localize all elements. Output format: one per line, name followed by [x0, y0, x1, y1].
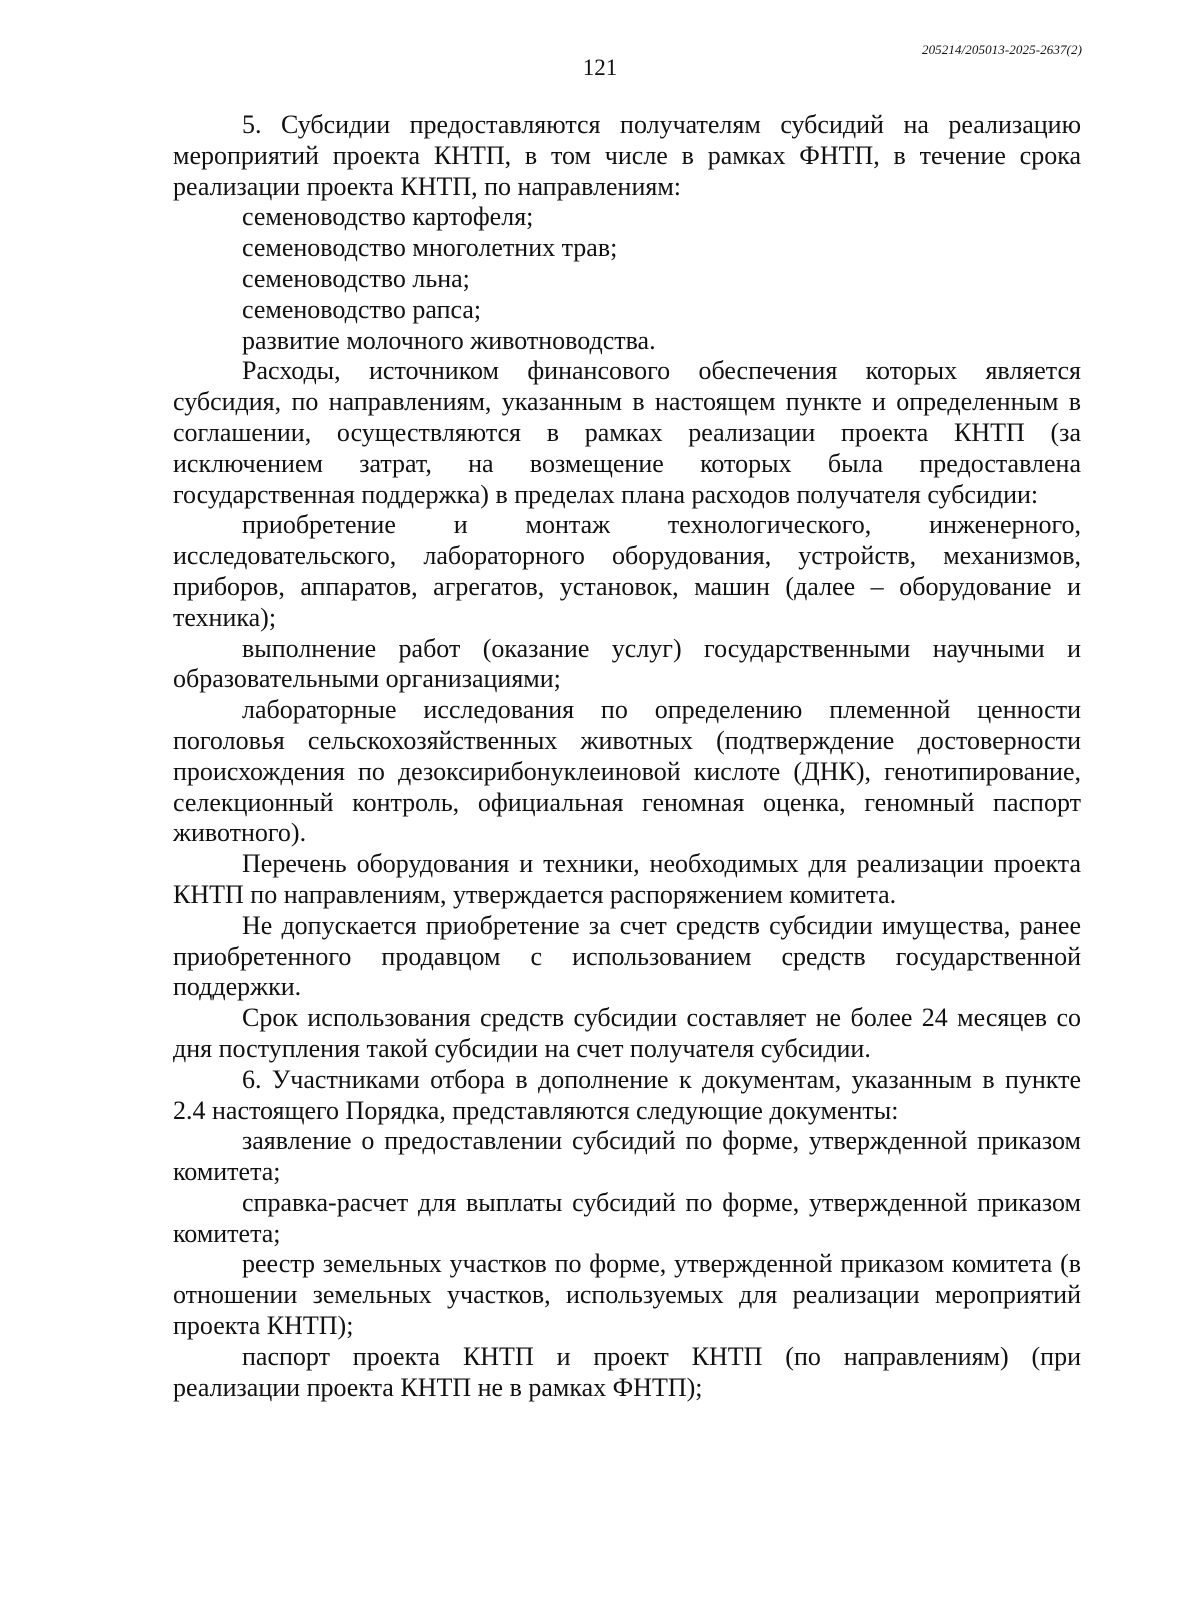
paragraph-calculation: справка-расчет для выплаты субсидий по форме, утвержденной приказом комитета;: [173, 1187, 1081, 1248]
page-number: 121: [582, 55, 618, 80]
paragraph-application: заявление о предоставлении субсидий по форме, утвержденной приказом комитета;: [173, 1126, 1081, 1187]
paragraph-equipment: приобретение и монтаж технологического, инженерного, исследовательского, лабораторного оборудования, устройств, механизмов, приборов, аппаратов, агрегатов, установок, машин (далее – оборудование и техника);: [173, 510, 1081, 632]
list-item: семеноводство картофеля;: [242, 202, 534, 232]
paragraph-prohibition: Не допускается приобретение за счет средств субсидии имущества, ранее приобретенного продавцом с использованием средств государственной поддержки.: [173, 910, 1081, 1002]
paragraph-expenses: Расходы, источником финансового обеспечения которых является субсидия, по направлениям, указанным в настоящем пункте и определенным в соглашении, осуществляются в рамках реализации проекта КНТП (за исключением затрат, на возмещение которых была предоставлена государственная поддержка) в пределах плана расходов получателя субсидии:: [173, 356, 1081, 509]
paragraph-term: Срок использования средств субсидии составляет не более 24 месяцев со дня поступления такой субсидии на счет получателя субсидии.: [173, 1003, 1081, 1063]
list-item: развитие молочного животноводства.: [242, 325, 656, 355]
list-item: семеноводство льна;: [242, 263, 470, 293]
paragraph-equipment-list: Перечень оборудования и техники, необходимых для реализации проекта КНТП по направлениям, утверждается распоряжением комитета.: [173, 849, 1081, 909]
paragraph-passport: паспорт проекта КНТП и проект КНТП (по направлениям) (при реализации проекта КНТП не в рамках ФНТП);: [173, 1341, 1081, 1402]
document-id: 205214/205013-2025-2637(2): [921, 42, 1082, 57]
list-item: семеноводство рапса;: [242, 294, 482, 324]
paragraph-land-register: реестр земельных участков по форме, утвержденной приказом комитета (в отношении земельных участков, используемых для реализации мероприятий проекта КНТП);: [173, 1249, 1081, 1341]
list-item: семеноводство многолетних трав;: [242, 233, 618, 263]
paragraph-lab-research: лабораторные исследования по определению племенной ценности поголовья сельскохозяйственных животных (подтверждение достоверности происхождения по дезоксирибонуклеиновой кислоте (ДНК), генотипирование, селекционный контроль, официальная геномная оценка, геномный паспорт животного).: [173, 695, 1081, 848]
paragraph-6-intro: 6. Участниками отбора в дополнение к документам, указанным в пункте 2.4 настоящего Порядка, представляются следующие документы:: [173, 1064, 1081, 1125]
paragraph-works: выполнение работ (оказание услуг) государственными научными и образовательными организациями;: [173, 633, 1081, 694]
document-body: [173, 110, 1081, 1403]
paragraph-5-intro: 5. Субсидии предоставляются получателям субсидий на реализацию мероприятий проекта КНТП, в том числе в рамках ФНТП, в течение срока реализации проекта КНТП, по направлениям:: [173, 110, 1081, 201]
